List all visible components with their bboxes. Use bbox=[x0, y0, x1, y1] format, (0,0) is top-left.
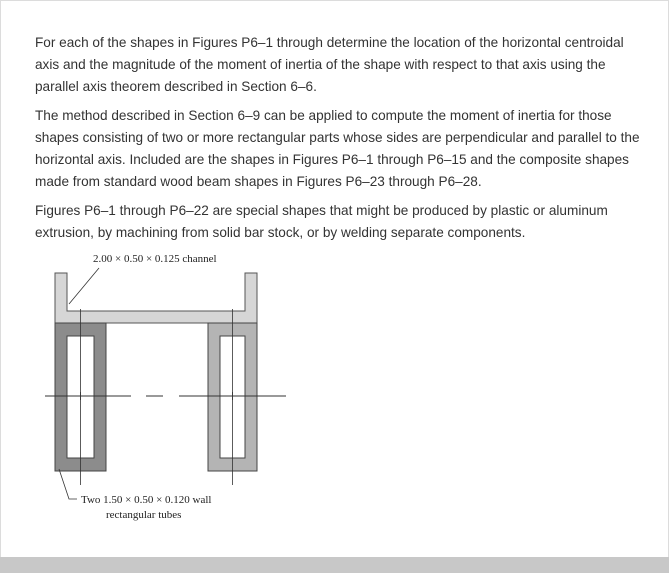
bottom-scroll-bar[interactable] bbox=[0, 557, 669, 573]
figure-p6-shape bbox=[31, 247, 301, 537]
channel-shape bbox=[55, 273, 257, 323]
problem-text bbox=[35, 32, 645, 251]
tubes-label-line2: rectangular tubes bbox=[106, 509, 182, 521]
figure-drawing bbox=[31, 247, 301, 537]
channel-label: 2.00 × 0.50 × 0.125 channel bbox=[93, 253, 217, 265]
paragraph-3: Figures P6–1 through P6–22 are special shapes that might be produced by plastic or aluminum extrusion, by machining from solid bar stock, or by welding separate components. bbox=[35, 203, 608, 240]
paragraph-1: For each of the shapes in Figures P6–1 through determine the location of the horizontal centroidal axis and the magnitude of the moment of inertia of the shape with respect to that axis using the parallel axis theorem described in Section 6–6. bbox=[35, 35, 624, 94]
tubes-leader-line bbox=[59, 469, 77, 499]
paragraph-2: The method described in Section 6–9 can be applied to compute the moment of inertia for those shapes consisting of two or more rectangular parts whose sides are perpendicular and parallel to the horizontal axis. Included are the shapes in Figures P6–1 through P6–15 and the composite shapes made from standard wood beam shapes in Figures P6–23 through P6–28. bbox=[35, 108, 640, 189]
channel-leader-line bbox=[69, 268, 99, 304]
tubes-label-line1: Two 1.50 × 0.50 × 0.120 wall bbox=[81, 494, 212, 506]
